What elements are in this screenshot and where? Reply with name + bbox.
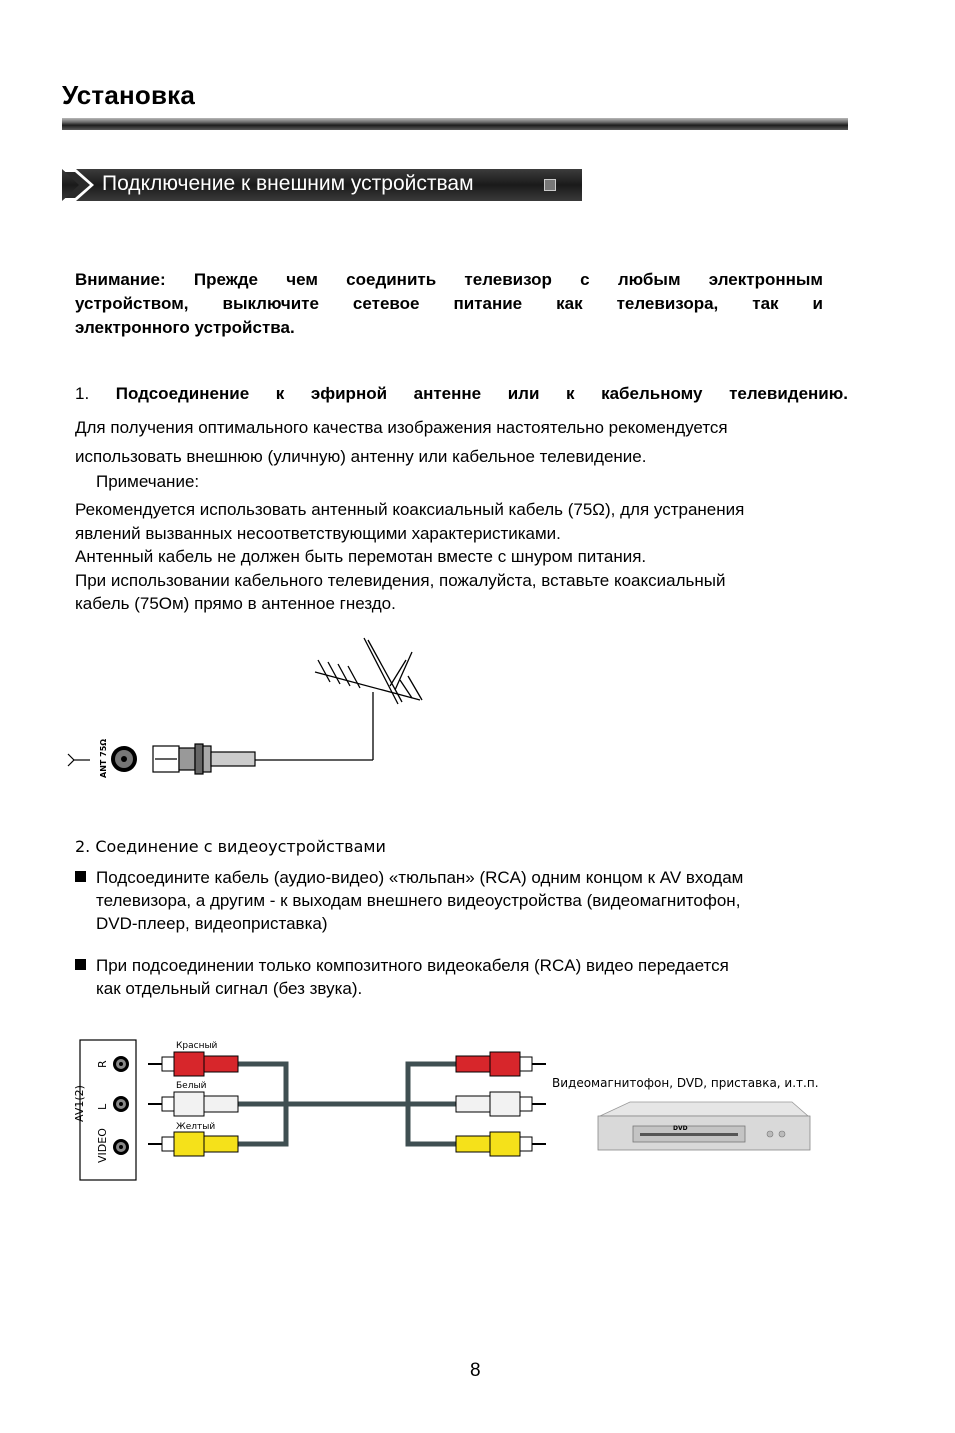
warning-line-1: Внимание: Прежде чем соединить телевизор с любым электронным [75,270,823,289]
ant-jack [111,746,137,772]
rca-plug-yellow-left [148,1132,238,1156]
note-line-5: кабель (75Ом) прямо в антенное гнездо. [75,594,396,613]
av-panel-label: AV1(2) [73,1085,86,1122]
bullet-square-icon [75,959,86,970]
jack-video-label: VIDEO [96,1128,109,1163]
chevron-right-icon [62,169,98,201]
rca-plug-white-right [456,1092,546,1116]
bullet-1-line-3: DVD-плеер, видеоприставка) [96,914,328,933]
tv-jack-r [113,1056,129,1072]
cable-yellow-label: Желтый [176,1122,216,1132]
rca-plug-white-left [148,1092,238,1116]
device-label: Видеомагнитофон, DVD, приставка, и.т.п. [552,1076,819,1090]
section-title: Подключение к внешним устройствам [102,172,474,195]
video-heading: 2. Соединение с видеоустройствами [75,837,386,856]
rca-plug-red-left [148,1052,238,1076]
section-banner [62,169,582,201]
bullet-2-line-1: При подсоединении только композитного видеокабеля (RCA) видео передается [96,956,729,975]
note-line-3: Антенный кабель не должен быть перемотан вместе с шнуром питания. [75,547,647,566]
dvd-player-icon [598,1102,810,1150]
note-paragraph [75,498,865,616]
note-line-4: При использовании кабельного телевидения, пожалуйста, вставьте коаксиальный [75,570,726,590]
warning-line-2: устройством, выключите сетевое питание как телевизора, так и [75,294,823,313]
tv-jack-l [113,1096,129,1112]
note-label: Примечание: [96,472,200,491]
antenna-paragraph [75,413,855,471]
note-line-1: Рекомендуется использовать антенный коаксиальный кабель (75Ω), для устранения [75,500,745,519]
tv-jack-video [113,1139,129,1155]
av-connection-diagram [70,1030,850,1190]
page-title: Установка [62,80,196,110]
cable-white-label: Белый [176,1081,207,1091]
antenna-symbol-icon [68,754,90,766]
jack-r-label: R [96,1060,109,1068]
dvd-logo: DVD [673,1125,688,1132]
page-number: 8 [470,1360,481,1381]
antenna-paragraph-line-2: использовать внешнюю (уличную) антенну или кабельное телевидение. [75,447,647,466]
coax-plug [153,744,255,774]
av-cables [238,1064,456,1144]
title-rule [62,118,848,130]
warning-block [75,268,823,340]
antenna-heading-number: 1. [75,384,90,403]
bullet-1-line-1: Подсоедините кабель (аудио-видео) «тюльпан» (RCA) одним концом к AV входам [96,868,744,887]
bullet-2-line-2: как отдельный сигнал (без звука). [96,979,363,998]
square-icon [544,179,556,191]
tv-av-panel [73,1040,136,1180]
warning-line-3: электронного устройства. [75,318,295,337]
note-line-2: явлений вызванных несоответствующими характеристиками. [75,523,561,543]
bullet-1-line-2: телевизора, а другим - к выходам внешнего видеоустройства (видеомагнитофон, [96,891,741,910]
antenna-paragraph-line-1: Для получения оптимального качества изображения настоятельно рекомендуется [75,418,728,437]
antenna-icon [315,638,422,760]
cable-red-label: Красный [176,1041,218,1051]
rca-plug-yellow-right [456,1132,546,1156]
antenna-heading-text: Подсоединение к эфирной антенне или к кабельному телевидению. [115,384,848,403]
ant-jack-label: ANT 75Ω [99,738,108,778]
bullet-square-icon [75,871,86,882]
antenna-diagram [60,630,440,790]
antenna-heading [75,384,848,404]
jack-l-label: L [96,1103,109,1110]
rca-plug-red-right [456,1052,546,1076]
